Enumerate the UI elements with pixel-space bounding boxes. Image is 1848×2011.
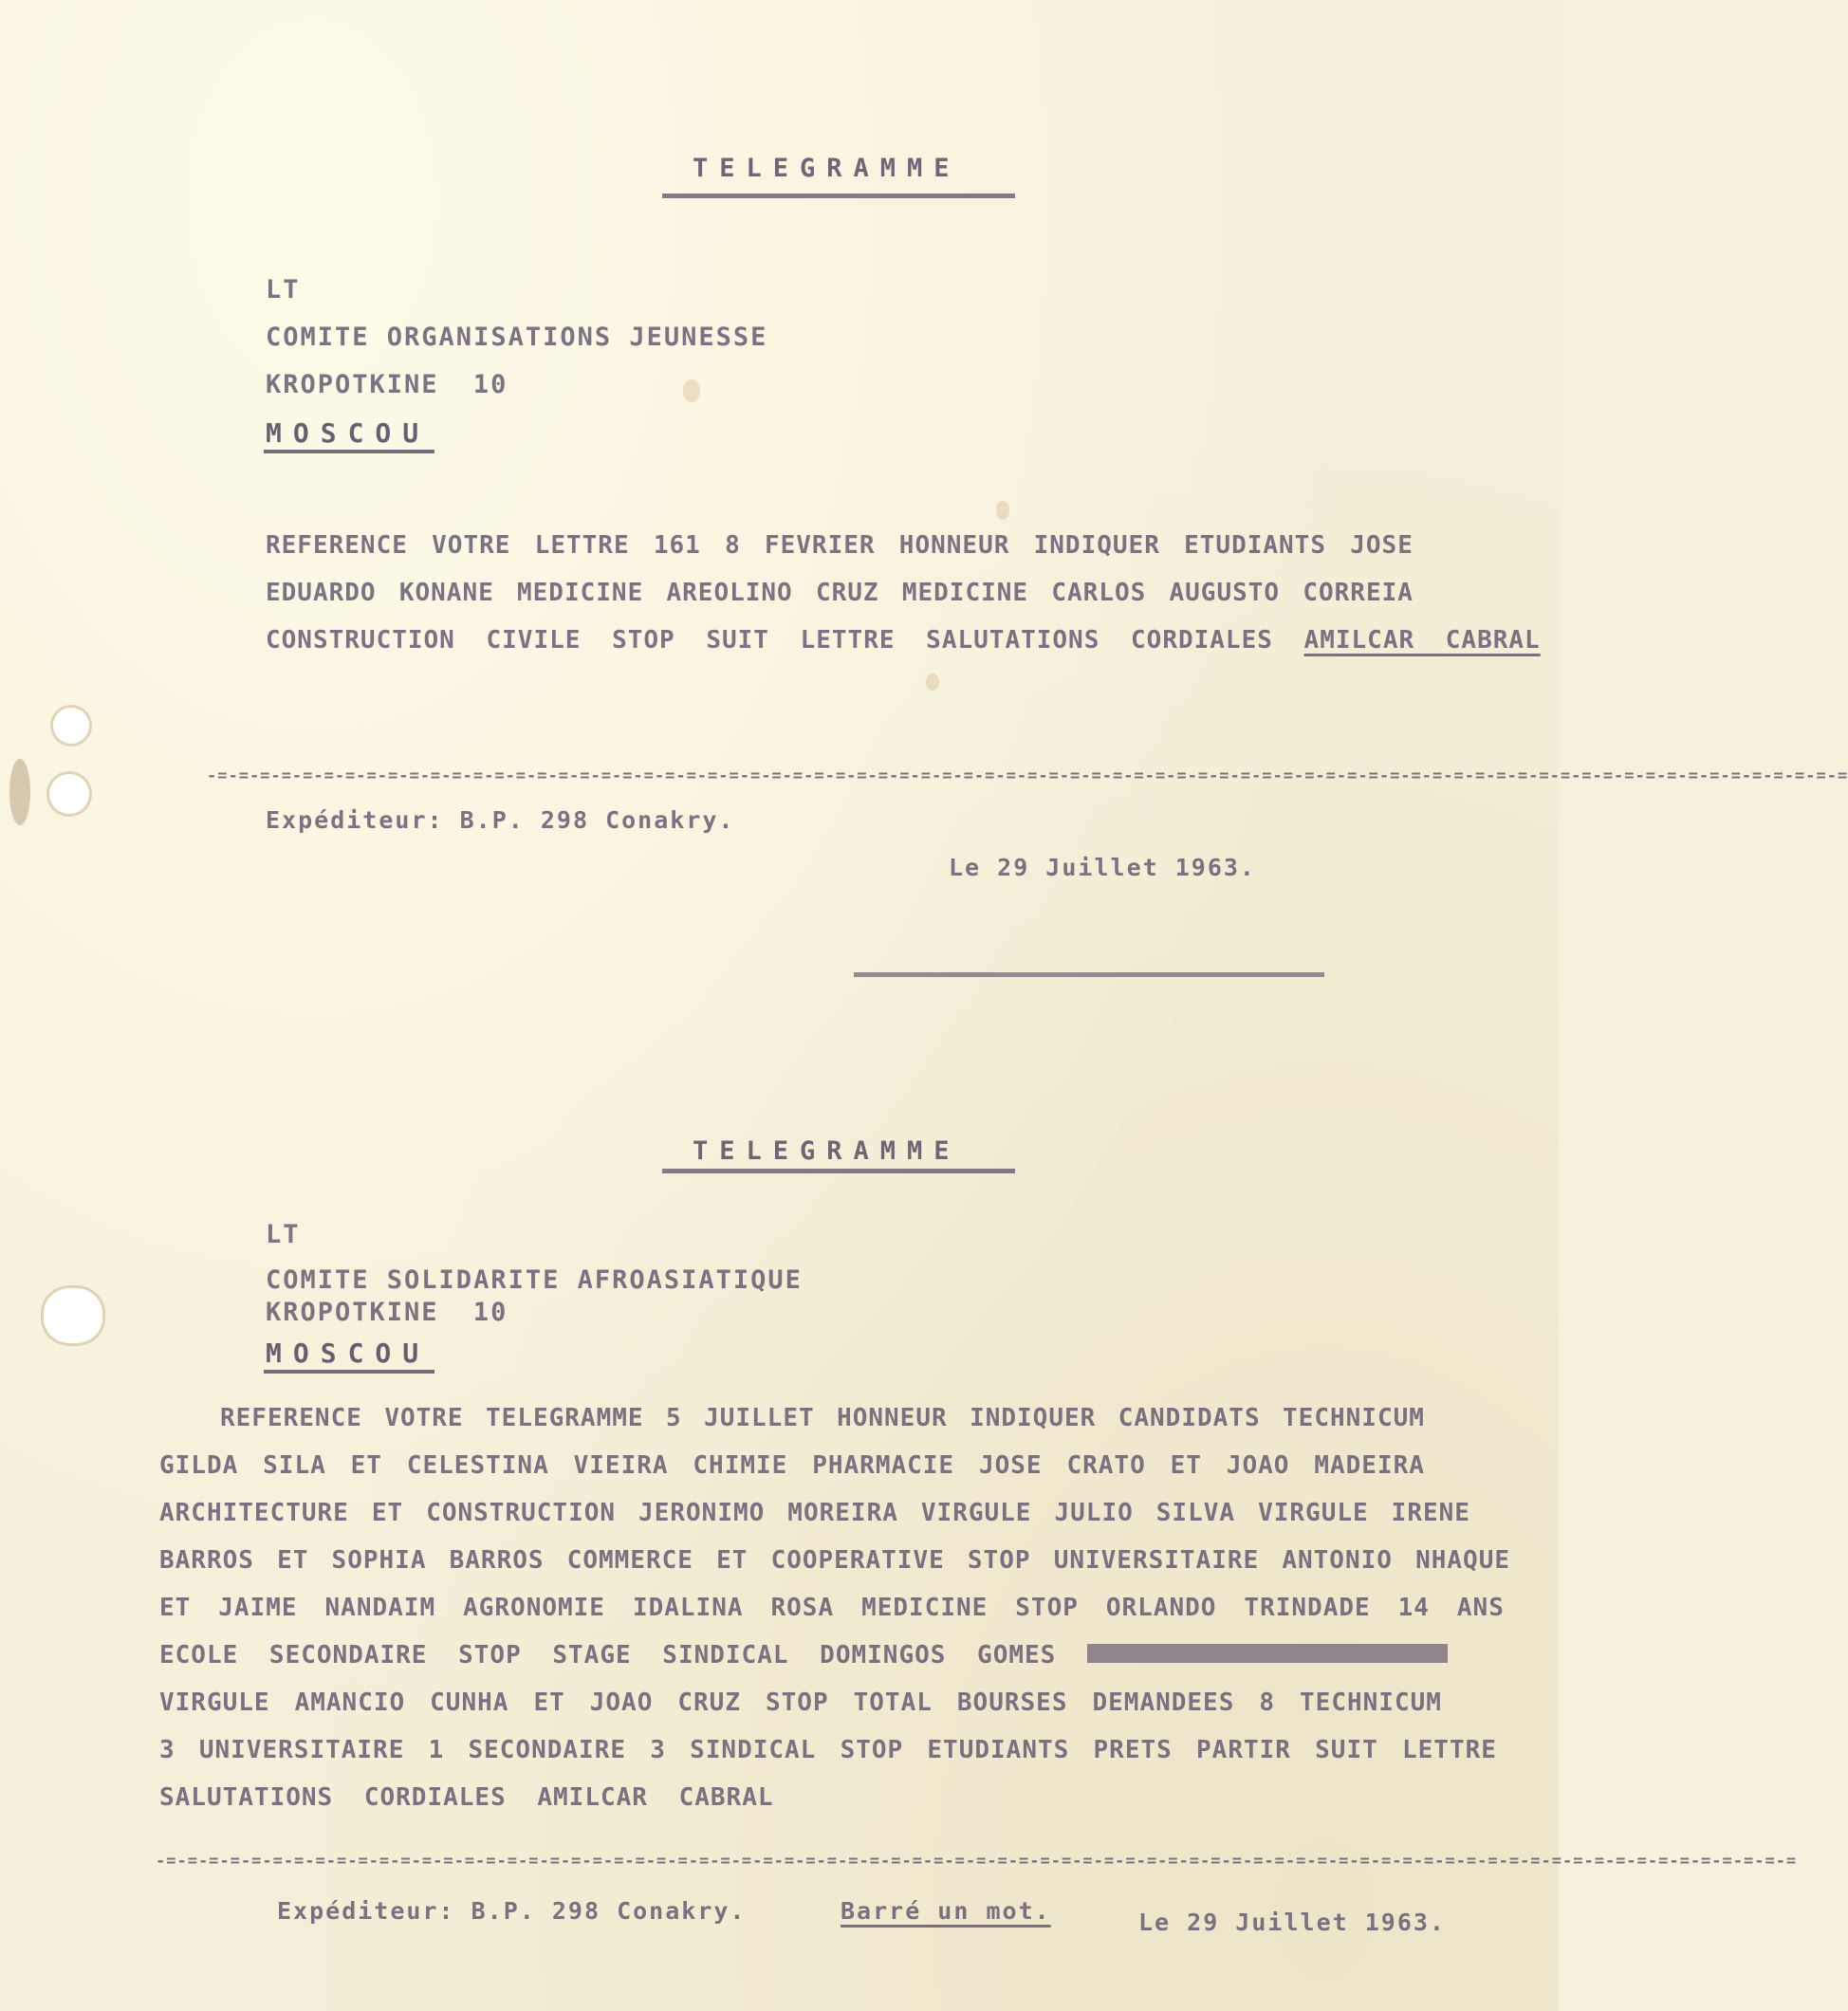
telegram-1-city-underline [264,450,434,453]
typed-word: VIEIRA [573,1451,669,1480]
telegram-2-heading: TELEGRAMME [693,1136,961,1166]
telegram-1-recipient: COMITE ORGANISATIONS JEUNESSE [266,323,768,352]
typed-word: VOTRE [384,1404,464,1432]
typed-word: 8 [725,531,741,560]
telegram-1-type: LT [266,275,301,304]
typed-word: ETUDIANTS [1184,531,1326,560]
typed-word: SOPHIA [331,1546,427,1575]
telegram-2-body-line [159,1688,1442,1717]
typed-word: BARROS [449,1546,545,1575]
typed-word: AMANCIO [294,1688,406,1717]
telegram-2-sender: Expéditeur: B.P. 298 Conakry. [277,1897,747,1925]
telegram-2-body-line [159,1594,1505,1622]
typed-word: 8 [1259,1688,1276,1717]
telegram-1-heading: TELEGRAMME [693,154,961,183]
telegram-2-heading-underline [662,1169,1015,1173]
typed-word: 1 [428,1736,445,1764]
typed-word: PHARMACIE [812,1451,955,1480]
paper-stain [926,673,939,691]
typed-word: BARROS [159,1546,254,1575]
typed-word: NHAQUE [1415,1546,1510,1575]
telegram-2-date: Le 29 Juillet 1963. [1138,1909,1446,1936]
telegram-1-street: KROPOTKINE 10 [266,370,508,399]
telegram-1-sender: Expéditeur: B.P. 298 Conakry. [266,806,735,834]
typed-word: INDIQUER [970,1404,1097,1432]
typed-word: UNIVERSITAIRE [198,1736,405,1764]
typed-word: COOPERATIVE [770,1546,945,1575]
typed-word: ROSA [770,1594,835,1622]
typed-word: LETTRE [1402,1736,1497,1764]
punch-hole-bottom [44,1288,102,1343]
typed-word: JUILLET [704,1404,815,1432]
typed-word: ET [350,1451,382,1480]
typed-word: CARLOS [1051,579,1147,607]
typed-word: AGRONOMIE [463,1594,605,1622]
typed-word: FEVRIER [764,531,876,560]
typed-word: TECHNICUM [1300,1688,1442,1717]
typed-word: ET [716,1546,748,1575]
typed-word: JOSE [978,1451,1043,1480]
typed-word: REFERENCE [266,531,408,560]
typed-word: DEMANDEES [1092,1688,1235,1717]
typed-word: MEDICINE [517,579,644,607]
telegram-2-body-line: SALUTATIONS CORDIALES AMILCAR CABRAL [159,1783,774,1812]
typed-word: AUGUSTO [1169,579,1281,607]
typed-word: ET [1170,1451,1202,1480]
typed-word: IDALINA [632,1594,744,1622]
telegram-2-note: Barré un mot. [841,1897,1051,1925]
typed-word: SECONDAIRE [468,1736,627,1764]
typed-word: SUIT [1315,1736,1378,1764]
telegram-divider-rule [854,972,1324,977]
typed-word: SILVA [1155,1499,1236,1527]
typed-word: VIRGULE [920,1499,1032,1527]
telegram-2-city: MOSCOU [266,1338,431,1369]
telegram-1-city: MOSCOU [266,417,431,449]
typed-word: TRINDADE [1244,1594,1371,1622]
typed-word: ORLANDO [1105,1594,1217,1622]
typed-word: CRUZ [815,579,879,607]
typed-word: 3 [650,1736,666,1764]
typed-word: CORREIA [1303,579,1414,607]
typed-word: PRETS [1093,1736,1173,1764]
telegram-1-signature: AMILCAR CABRAL [1303,626,1541,655]
typed-word: VIRGULE [159,1688,270,1717]
typed-word: AREOLINO [666,579,793,607]
typed-word: REFERENCE [220,1404,362,1432]
typed-word: ETUDIANTS [927,1736,1070,1764]
typed-word: JAIME [218,1594,298,1622]
typed-word: ANTONIO [1282,1546,1393,1575]
typed-word: ET [277,1546,309,1575]
telegram-2-recipient: COMITE SOLIDARITE AFROASIATIQUE [266,1265,803,1295]
typed-word: HONNEUR [837,1404,948,1432]
typed-word: TECHNICUM [1283,1404,1425,1432]
typed-word: CONSTRUCTION [426,1499,617,1527]
typed-word: IRENE [1391,1499,1470,1527]
typed-word: CHIMIE [693,1451,788,1480]
telegram-2-body-line [159,1451,1425,1480]
typed-word: ET [533,1688,565,1717]
typed-word: JOAO [1226,1451,1290,1480]
typed-word: MADEIRA [1314,1451,1425,1480]
typed-word: 3 [159,1736,176,1764]
telegram-1-body-line: CONSTRUCTION CIVILE STOP SUIT LETTRE SALUTATIONS CORDIALES AMILCAR CABRAL [266,626,1541,655]
telegram-2-body-line: ECOLE SECONDAIRE STOP STAGE SINDICAL DOMINGOS GOMES [159,1641,1393,1670]
typed-word: CUNHA [430,1688,509,1717]
typed-word: HONNEUR [898,531,1010,560]
typed-word: PARTIR [1196,1736,1291,1764]
typed-word: NANDAIM [324,1594,436,1622]
telegram-2-body-line [159,1546,1510,1575]
typed-word: SINDICAL [690,1736,817,1764]
typed-word: LETTRE [534,531,630,560]
typed-word: CRUZ [677,1688,741,1717]
typed-word: SILA [263,1451,326,1480]
typed-word: INDIQUER [1033,531,1160,560]
typed-word: TELEGRAMME [486,1404,644,1432]
paper-stain [996,501,1009,520]
typed-word: UNIVERSITAIRE [1053,1546,1260,1575]
paper-stain [9,759,30,825]
typed-word: ET [371,1499,404,1527]
punch-hole-top [53,708,89,744]
telegram-1-heading-underline [662,194,1015,198]
typed-word: JOAO [589,1688,654,1717]
typed-word: STOP [766,1688,829,1717]
telegram-1-date: Le 29 Juillet 1963. [949,854,1256,881]
typed-word: JULIO [1054,1499,1134,1527]
typed-word: VOTRE [432,531,511,560]
telegram-2-body-line [159,1499,1470,1527]
typed-word: ET [159,1594,192,1622]
typed-word: MEDICINE [861,1594,989,1622]
typed-word: STOP [967,1546,1031,1575]
typed-word: KONANE [398,579,494,607]
typed-word: COMMERCE [566,1546,693,1575]
telegram-2-body-line [159,1736,1497,1764]
typed-word: CELESTINA [406,1451,549,1480]
telegram-1-body-line [266,531,1414,560]
typed-word: ANS [1456,1594,1505,1622]
typed-word: 14 [1397,1594,1430,1622]
typed-word: JERONIMO [638,1499,766,1527]
struck-out-word [1087,1644,1448,1663]
typed-word: MEDICINE [901,579,1029,607]
typed-word: BOURSES [956,1688,1068,1717]
telegram-1-body-line [266,579,1414,607]
typed-word: CANDIDATS [1118,1404,1261,1432]
telegram-2-city-underline [264,1370,434,1374]
punch-hole-middle [49,774,89,814]
typed-word: STOP [840,1736,904,1764]
typed-word: 5 [665,1404,682,1432]
telegram-2-type: LT [266,1220,301,1249]
telegram-1-separator: -=-=-=-=-=-=-=-=-=-=-=-=-=-=-=-=-=-=-=-=-=-=-=-=-=-=-=-=-=-=-=-=-=-=-=-=-=-=-=-=-=-=-=-=-=-=-=-=-=-=-=-=-=-=-=-=-=-=-=-=-=-=-=-=-=-=-=-=-=-=-=-=-=-=-=-=-= [207,766,1848,785]
typed-word: EDUARDO [266,579,377,607]
typed-word: MOREIRA [787,1499,898,1527]
typed-word: 161 [653,531,701,560]
typed-word: JOSE [1350,531,1414,560]
typed-word: VIRGULE [1258,1499,1369,1527]
typed-word: CRATO [1066,1451,1146,1480]
typed-word: GILDA [159,1451,239,1480]
telegram-2-separator: -=-=-=-=-=-=-=-=-=-=-=-=-=-=-=-=-=-=-=-=-=-=-=-=-=-=-=-=-=-=-=-=-=-=-=-=-=-=-=-=-=-=-=-=-=-=-=-=-=-=-=-=-=-=-=-=-=-=-=-=-=-=-=-=-=-=-=-=-=-=-=-=-=-=-=-=-= [156,1852,1798,1871]
typed-word: STOP [1015,1594,1079,1622]
typed-word: ARCHITECTURE [159,1499,349,1527]
paper-stain [683,379,700,402]
typed-word: TOTAL [853,1688,933,1717]
telegram-2-body-line [220,1404,1425,1432]
telegram-2-street: KROPOTKINE 10 [266,1298,508,1327]
